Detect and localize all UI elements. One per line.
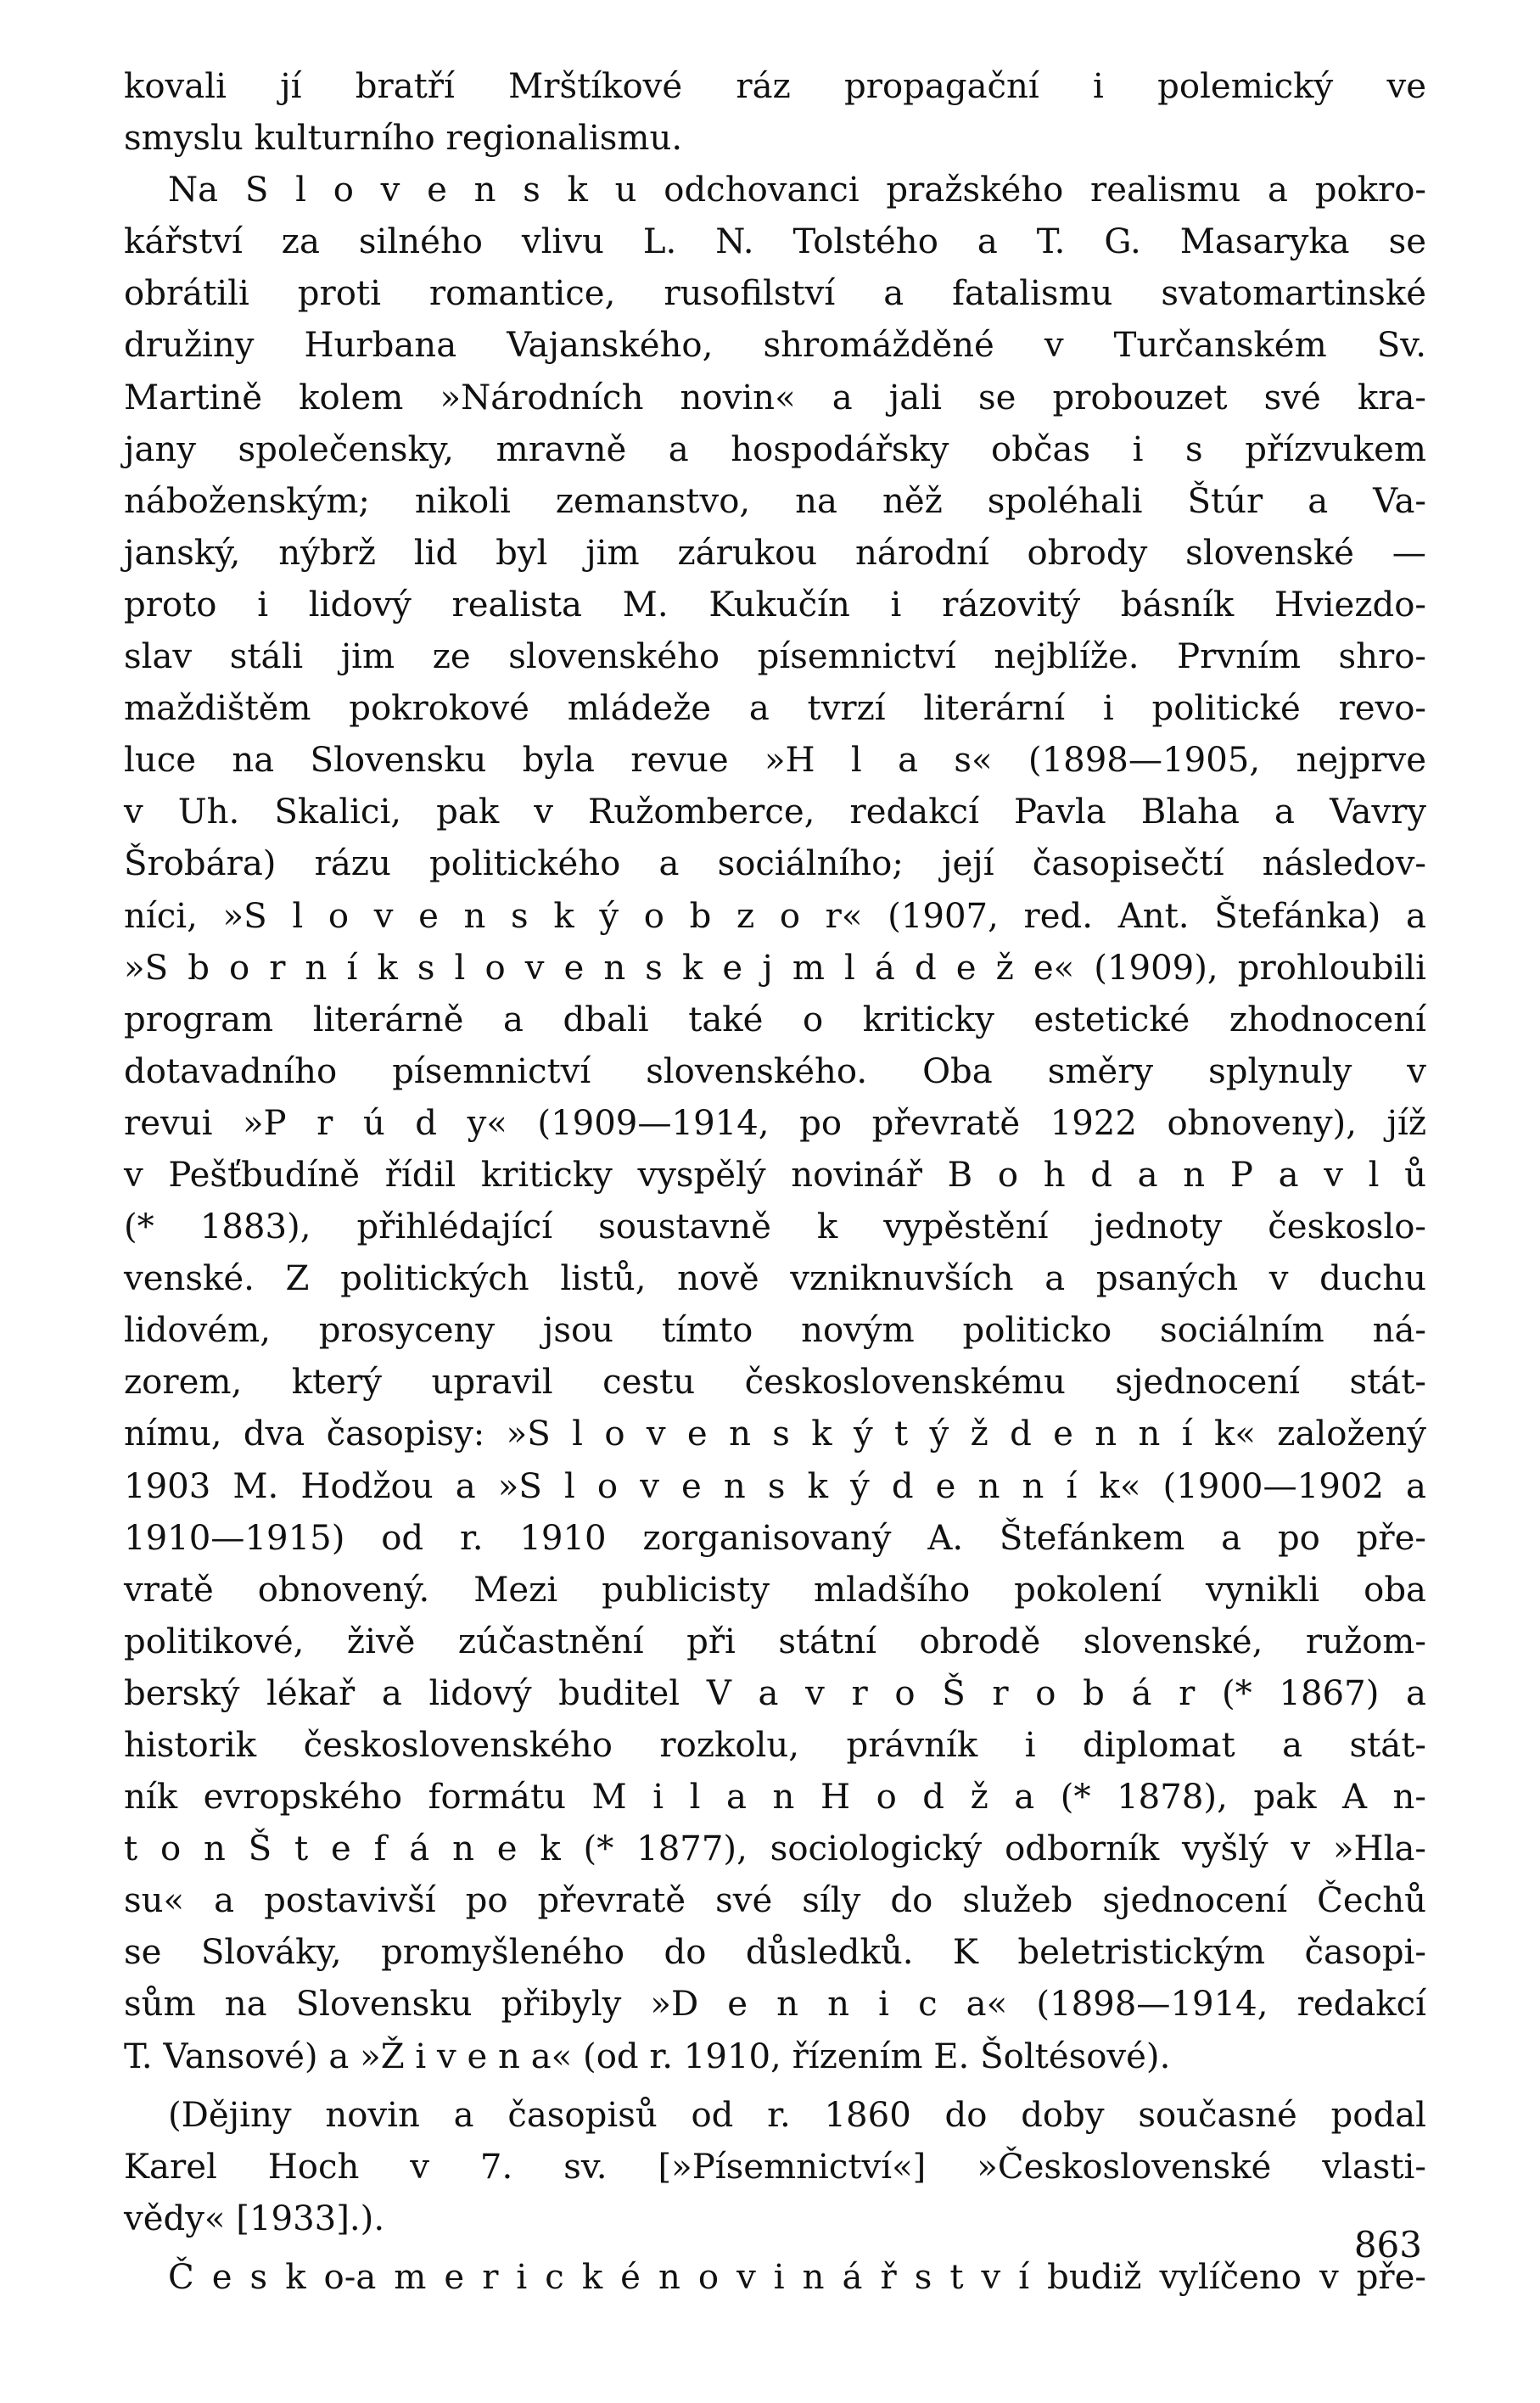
text-line: kovali jí bratří Mrštíkové ráz propagační i polemický ve [124,67,1426,106]
text-line: v Pešťbudíně řídil kriticky vyspělý novinář B o h d a n P a v l ů [124,1155,1426,1195]
text-line: nímu, dva časopisy: »S l o v e n s k ý t ý ž d e n n í k« založený [124,1414,1426,1454]
text-line: Šrobára) rázu politického a sociálního; její časopisečtí následov- [124,844,1426,884]
text-line: slav stáli jim ze slovenského písemnictví nejblíže. Prvním shro- [124,637,1426,677]
text-line: maždištěm pokrokové mládeže a tvrzí literární i politické revo- [124,689,1426,729]
text-line: program literárně a dbali také o kriticky estetické zhodnocení [124,1000,1426,1039]
text-line: luce na Slovensku byla revue »H l a s« (1898—1905, nejprve [124,741,1426,781]
text-line: »S b o r n í k s l o v e n s k e j m l á d e ž e« (1909), prohloubili [124,948,1426,988]
text-line: Karel Hoch v 7. sv. [»Písemnictví«] »Československé vlasti- [124,2147,1426,2187]
text-line: obrátili proti romantice, rusofilství a fatalismu svatomartinské [124,274,1426,314]
text-line: lidovém, prosyceny jsou tímto novým politicko sociálním ná- [124,1311,1426,1351]
text-line: jany společensky, mravně a hospodářsky občas i s přízvukem [124,429,1426,469]
text-line: v Uh. Skalici, pak v Ružomberce, redakcí Pavla Blaha a Vavry [124,793,1426,832]
text-line: náboženským; nikoli zemanstvo, na něž spoléhali Štúr a Va- [124,481,1426,521]
text-line: (Dějiny novin a časopisů od r. 1860 do doby současné podal [168,2095,1426,2135]
text-line: vědy« [1933].). [124,2199,385,2238]
text-line: politikové, živě zúčastnění při státní obrodě slovenské, ružom- [124,1622,1426,1661]
text-line: 1910—1915) od r. 1910 zorganisovaný A. Štefánkem a po pře- [124,1518,1426,1558]
text-line: kářství za silného vlivu L. N. Tolstého a T. G. Masaryka se [124,222,1426,262]
page-number: 863 [1353,2224,1422,2266]
text-line: družiny Hurbana Vajanského, shromážděné v Turčanském Sv. [124,326,1426,366]
text-line: (* 1883), přihlédající soustavně k vypěstění jednoty českoslo- [124,1207,1426,1247]
text-line: sům na Slovensku přibyly »D e n n i c a« (1898—1914, redakcí [124,1985,1426,2025]
text-line: Martině kolem »Národních novin« a jali se probouzet své kra- [124,378,1426,417]
text-line: su« a postavivší po převratě své síly do služeb sjednocení Čechů [124,1881,1426,1921]
text-line: revui »P r ú d y« (1909—1914, po převratě 1922 obnoveny), jíž [124,1103,1426,1143]
text-line: T. Vansové) a »Ž i v e n a« (od r. 1910, řízením E. Šoltésové). [124,2036,1171,2076]
text-line: t o n Š t e f á n e k (* 1877), sociologický odborník vyšlý v »Hla- [124,1829,1426,1869]
text-line: Č e s k o-a m e r i c k é n o v i n á ř s t v í budiž vylíčeno v pře- [168,2257,1426,2297]
text-line: historik československého rozkolu, právník i diplomat a stát- [124,1726,1426,1765]
text-line: zorem, který upravil cestu československému sjednocení stát- [124,1363,1426,1403]
text-line: Na S l o v e n s k u odchovanci pražského realismu a pokro- [168,171,1426,210]
text-line: proto i lidový realista M. Kukučín i rázovitý básník Hviezdo- [124,585,1426,625]
text-line: smyslu kulturního regionalismu. [124,119,683,159]
text-line: níci, »S l o v e n s k ý o b z o r« (1907, red. Ant. Štefánka) a [124,896,1426,936]
body-text [124,61,1426,2304]
text-line: berský lékař a lidový buditel V a v r o Š r o b á r (* 1867) a [124,1673,1426,1713]
text-line: 1903 M. Hodžou a »S l o v e n s k ý d e n n í k« (1900—1902 a [124,1466,1426,1506]
text-line: venské. Z politických listů, nově vzniknuvších a psaných v duchu [124,1259,1426,1299]
text-line: janský, nýbrž lid byl jim zárukou národní obrody slovenské — [124,533,1426,573]
text-line: se Slováky, promyšleného do důsledků. K beletristickým časopi- [124,1933,1426,1973]
text-line: vratě obnovený. Mezi publicisty mladšího pokolení vynikli oba [124,1570,1426,1610]
text-line: ník evropského formátu M i l a n H o d ž a (* 1878), pak A n- [124,1778,1426,1818]
text-line: dotavadního písemnictví slovenského. Oba směry splynuly v [124,1051,1426,1091]
